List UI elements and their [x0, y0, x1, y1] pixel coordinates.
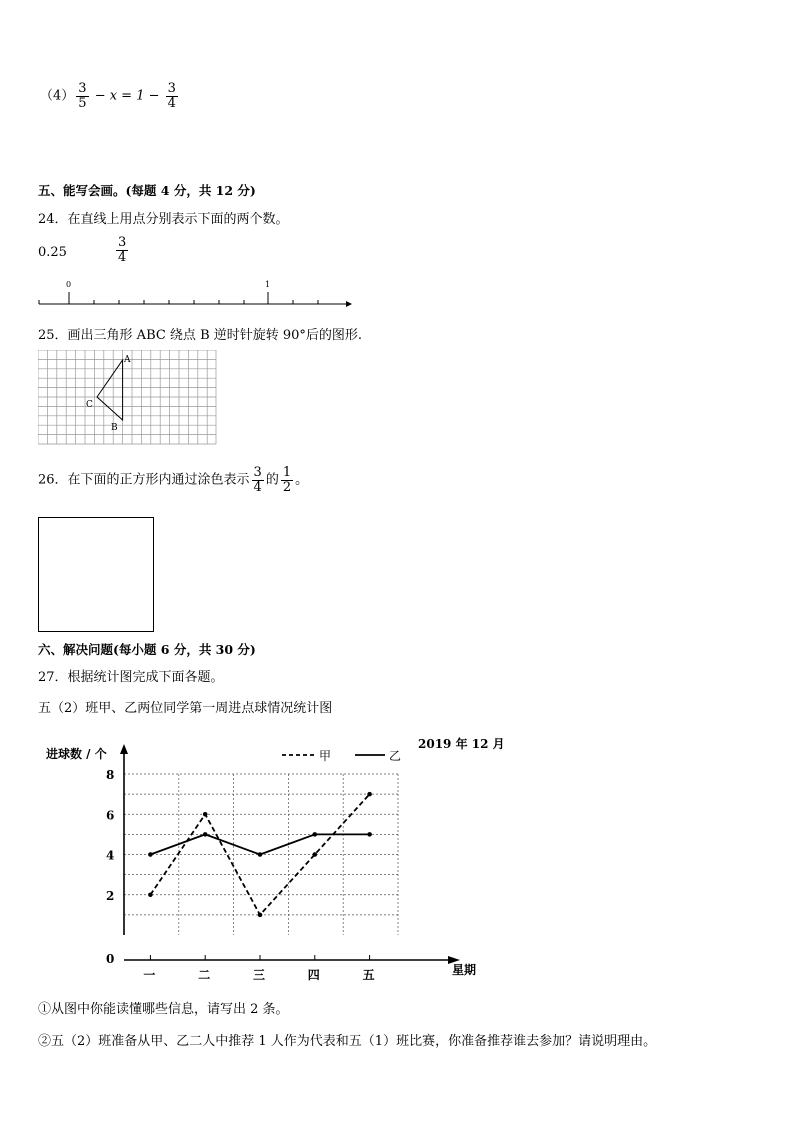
- x-tick-label: 四: [307, 968, 320, 982]
- q27-subquestion-1: ①从图中你能读懂哪些信息，请写出 2 条。: [38, 1002, 289, 1017]
- q27-subquestion-2: ②五（2）班准备从甲、乙二人中推荐 1 人作为代表和五（1）班比赛，你准备推荐谁去参加？请说明理由。: [38, 1034, 657, 1049]
- number-line[interactable]: [36, 276, 356, 312]
- q23-4-equation: [40, 82, 180, 110]
- number-line-zero: 0: [66, 280, 72, 289]
- q26-text: 26．在下面的正方形内通过涂色表示 $\frac{3}{4}$ 的 $\frac{1}{2}$ 。: [38, 465, 309, 495]
- chart-axes: [120, 744, 460, 964]
- data-point-yi: [258, 852, 263, 857]
- chart-legend: [282, 749, 401, 763]
- line-chart: [40, 730, 510, 982]
- y-tick-label: 0: [106, 952, 115, 966]
- legend-yi-label: 乙: [389, 749, 402, 763]
- chart-x-axis-label: 星期: [452, 963, 477, 977]
- data-point-jia: [258, 913, 263, 918]
- series-line-yi: [150, 834, 369, 854]
- data-point-yi: [313, 832, 318, 837]
- q23-4-fraction-2: $\frac{3}{4}$: [167, 81, 176, 111]
- q24-number-decimal: 0.25: [38, 245, 67, 260]
- y-tick-label: 2: [106, 888, 115, 903]
- data-point-yi: [367, 832, 372, 837]
- data-point-jia: [148, 892, 153, 897]
- y-tick-label: 4: [106, 848, 115, 863]
- chart-caption: 五（2）班甲、乙两位同学第一周进点球情况统计图: [38, 701, 333, 716]
- number-line-ticks: [39, 292, 352, 307]
- data-point-jia: [313, 852, 318, 857]
- grid-triangle[interactable]: [38, 350, 220, 446]
- y-tick-label: 8: [106, 768, 115, 782]
- q23-4-middle: − x = 1 −: [90, 88, 164, 104]
- x-tick-label: 三: [253, 968, 266, 982]
- x-tick-label: 五: [362, 968, 375, 982]
- q27-text: 27．根据统计图完成下面各题。: [38, 670, 224, 685]
- label-c: C: [86, 400, 93, 410]
- y-axis-arrow: [120, 744, 128, 754]
- number-line-one: 1: [265, 280, 271, 289]
- label-b: B: [111, 423, 118, 433]
- q24-text: 24．在直线上用点分别表示下面的两个数。: [38, 212, 289, 227]
- x-tick-label: 二: [198, 968, 211, 982]
- q26-fraction-2: $\frac{1}{2}$: [282, 465, 292, 495]
- q26-fraction-1: $\frac{3}{4}$: [253, 465, 262, 495]
- data-point-yi: [203, 832, 208, 837]
- label-a: A: [124, 355, 131, 365]
- x-tick-label: 一: [143, 968, 156, 982]
- section-6-title: 六、解决问题(每小题 6 分，共 30 分): [38, 642, 256, 657]
- q25-text: 25．画出三角形 ABC 绕点 B 逆时针旋转 90°后的图形.: [38, 328, 363, 343]
- data-point-yi: [148, 852, 153, 857]
- chart-y-axis-label: 进球数 / 个: [46, 747, 107, 761]
- chart-date: 2019 年 12 月: [418, 737, 505, 751]
- q23-4-label: （4）: [40, 88, 75, 104]
- legend-jia-label: 甲: [319, 749, 332, 763]
- chart-labels: [106, 768, 375, 982]
- shading-square[interactable]: [38, 517, 154, 632]
- data-point-jia: [367, 792, 372, 797]
- data-point-jia: [203, 812, 208, 817]
- y-tick-label: 6: [106, 808, 115, 823]
- section-5-title: 五、能写会画。(每题 4 分，共 12 分): [38, 183, 256, 198]
- q24-number-fraction: $\frac{3}{4}$: [118, 235, 127, 265]
- q23-4-fraction-1: $\frac{3}{5}$: [78, 81, 87, 111]
